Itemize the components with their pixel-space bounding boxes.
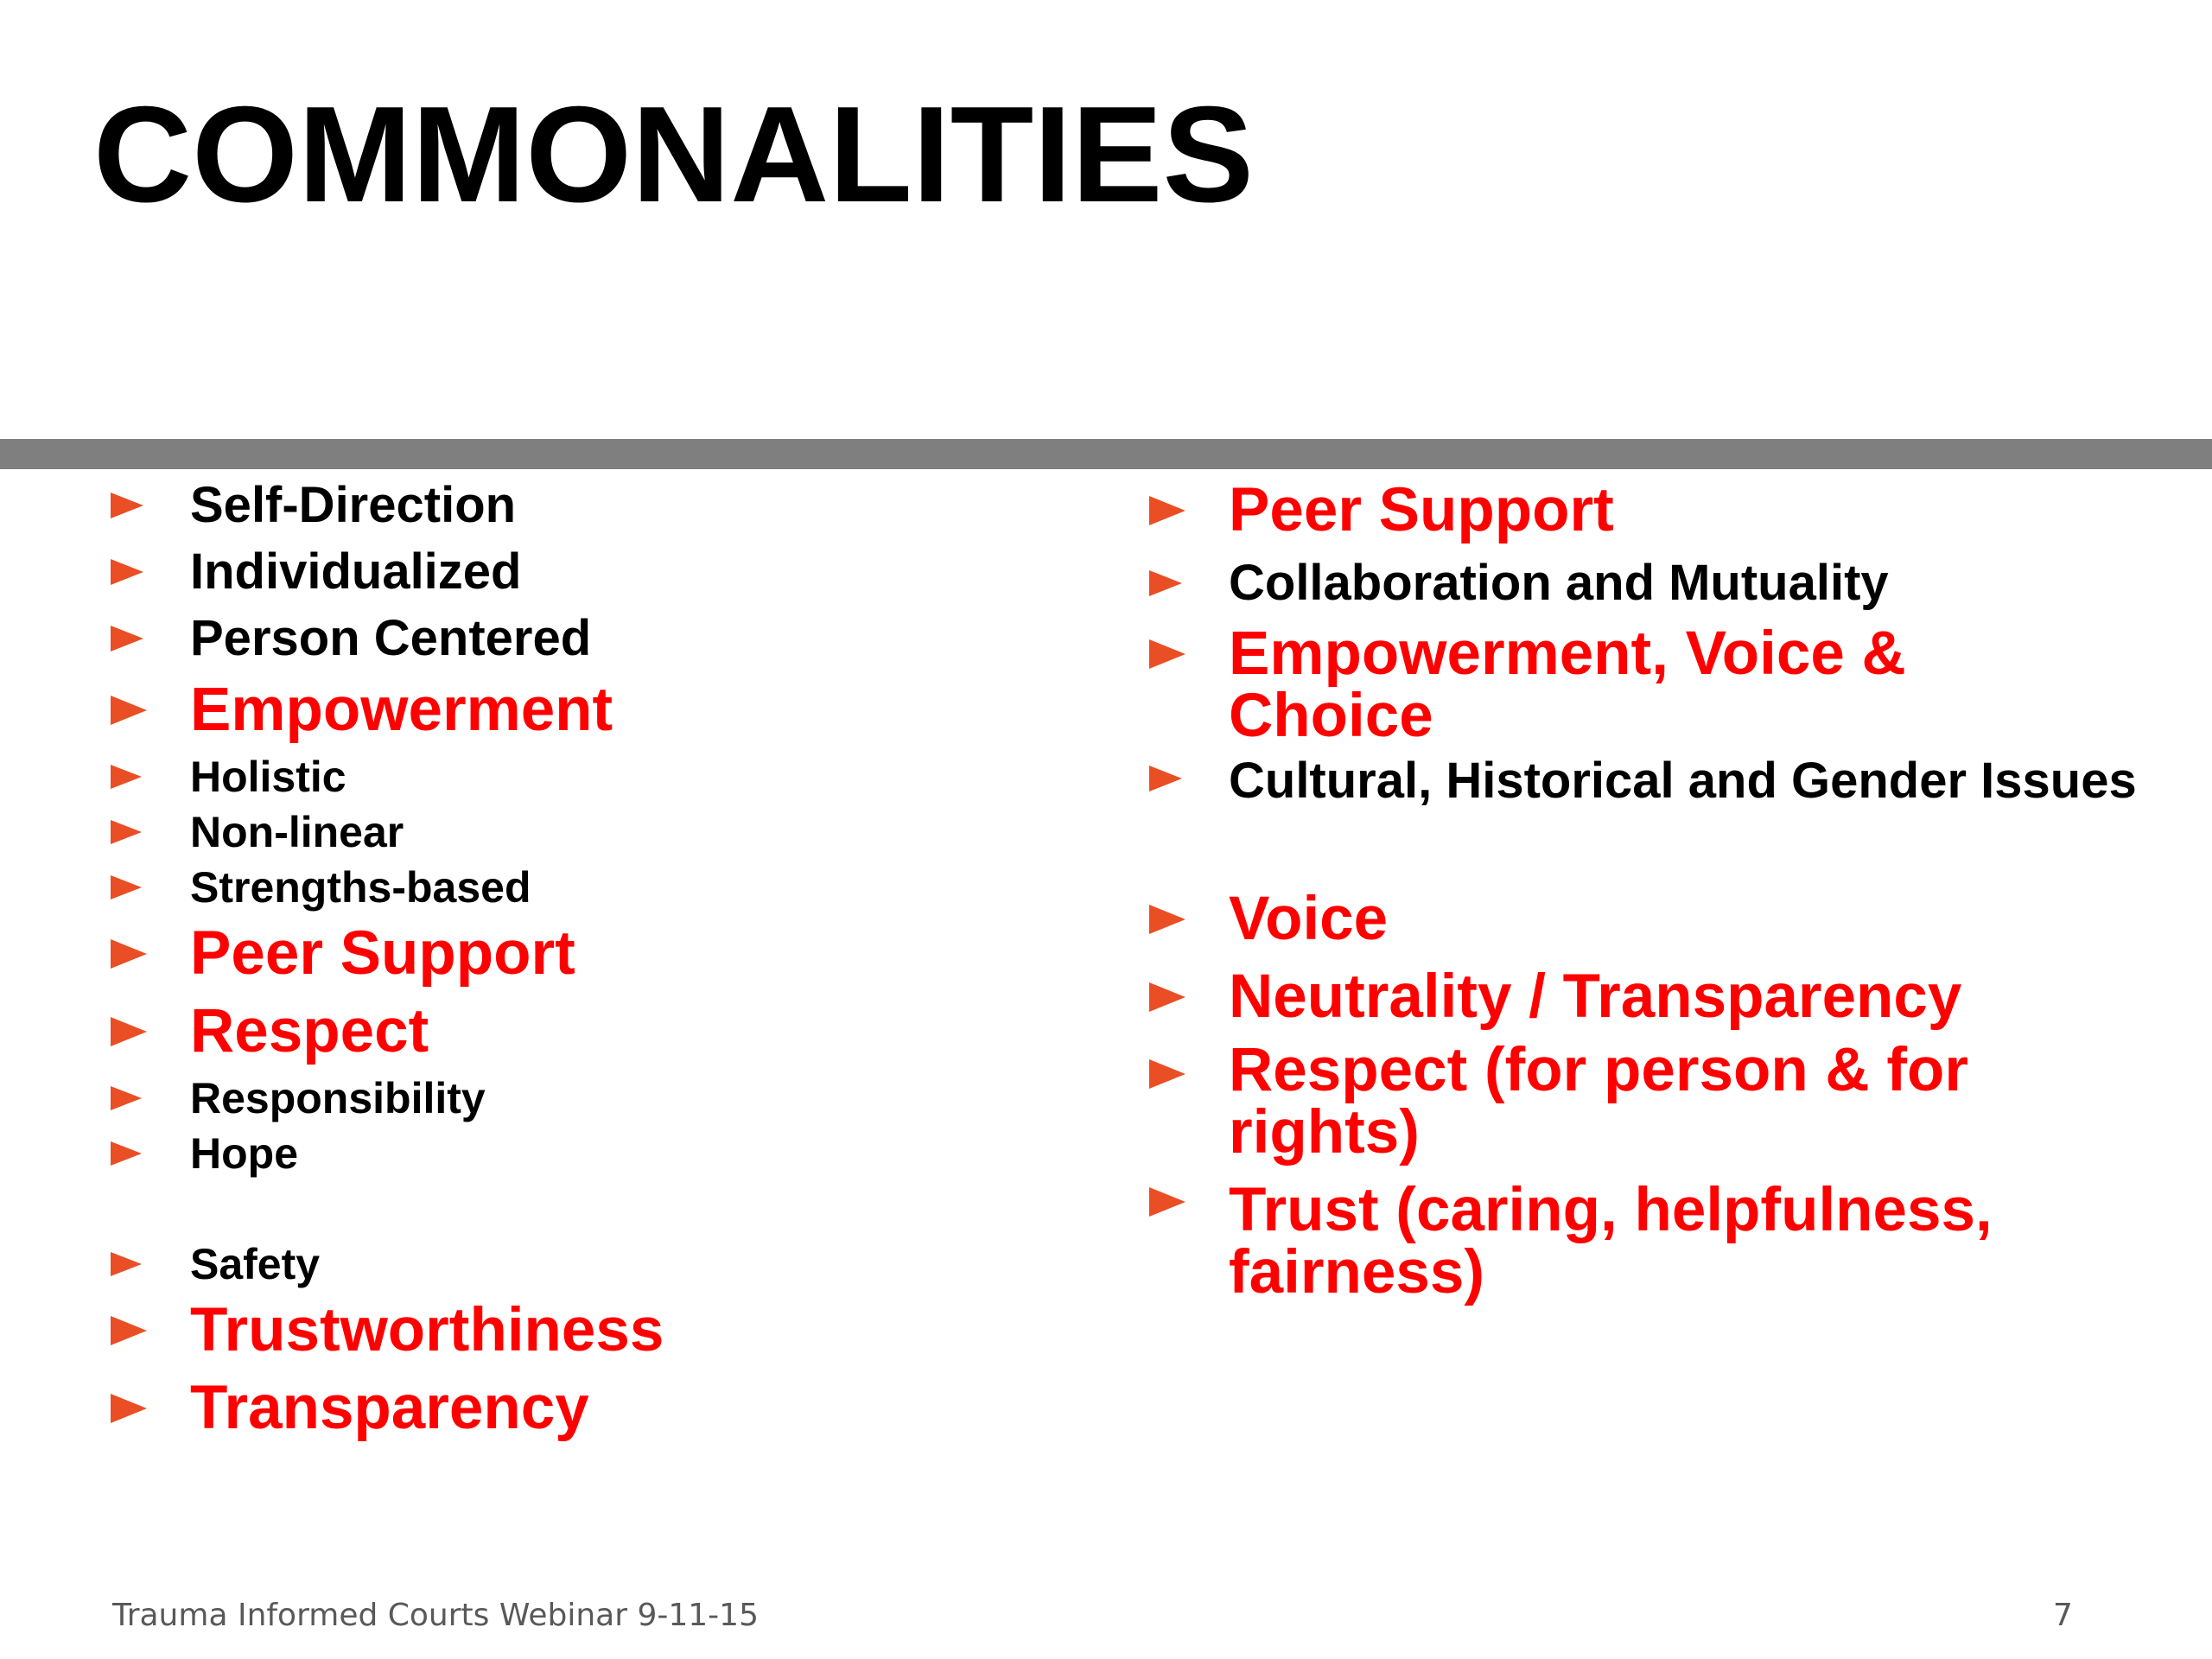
list-item	[1149, 880, 2117, 958]
triangle-bullet-icon	[111, 559, 143, 585]
bullet-text: Peer Support	[1229, 476, 1614, 544]
triangle-bullet-icon	[111, 1316, 147, 1345]
bullet-text: Empowerment, Voice & Choice	[1229, 620, 1906, 750]
bullet-text: Non-linear	[190, 808, 404, 856]
bullet-text: Individualized	[190, 543, 522, 600]
bullet-text: Respect (for person & for rights)	[1229, 1036, 1969, 1166]
triangle-bullet-icon	[111, 875, 142, 899]
list-item	[111, 1071, 975, 1126]
bullet-text: Trust (caring, helpfulness, fairness)	[1229, 1176, 1993, 1306]
triangle-bullet-icon	[111, 1394, 147, 1423]
list-item	[111, 915, 975, 993]
list-item	[1149, 958, 2117, 1036]
list-item	[1149, 616, 2006, 750]
bullet-text: Strengths-based	[190, 863, 531, 912]
bullet-text: Cultural, Historical and Gender Issues	[1229, 753, 2137, 809]
triangle-bullet-icon	[111, 939, 147, 969]
bullet-text: Respect	[190, 997, 429, 1065]
bullet-text: Collaboration and Mutuality	[1229, 555, 1889, 611]
bullet-text: Peer Support	[190, 919, 575, 988]
triangle-bullet-icon	[111, 765, 142, 789]
list-item	[1149, 747, 2179, 808]
bullet-text: Self-Direction	[190, 477, 517, 533]
triangle-bullet-icon	[111, 1141, 142, 1166]
triangle-bullet-icon	[1149, 639, 1185, 669]
right-bullet-list	[1149, 472, 2137, 1306]
page-number: 7	[2053, 1598, 2073, 1633]
bullet-text: Transparency	[190, 1374, 589, 1442]
list-item	[111, 1126, 975, 1181]
list-item	[1149, 1036, 2058, 1164]
bullet-text: Safety	[190, 1240, 321, 1288]
list-item	[111, 538, 975, 605]
triangle-bullet-icon	[111, 1252, 142, 1276]
list-item	[111, 1292, 975, 1370]
triangle-bullet-icon	[111, 820, 142, 844]
list-item	[1149, 550, 2117, 616]
bullet-text: Responsibility	[190, 1074, 486, 1122]
bullet-text: Trustworthiness	[190, 1296, 664, 1364]
bullet-text: Holistic	[190, 753, 346, 801]
triangle-bullet-icon	[111, 1086, 142, 1110]
title-divider	[0, 439, 2212, 469]
list-item	[1149, 1164, 2145, 1304]
list-item	[111, 860, 975, 915]
bullet-text: Neutrality / Transparency	[1229, 963, 1962, 1031]
footer-text: Trauma Informed Courts Webinar 9-11-15	[112, 1598, 759, 1633]
triangle-bullet-icon	[1149, 982, 1185, 1012]
bullet-text: Person Centered	[190, 610, 592, 666]
triangle-bullet-icon	[111, 493, 143, 518]
slide-title: COMMONALITIES	[93, 79, 1254, 231]
triangle-bullet-icon	[1149, 766, 1182, 791]
bullet-text: Hope	[190, 1129, 298, 1178]
list-item	[111, 804, 975, 860]
triangle-bullet-icon	[1149, 1059, 1185, 1089]
triangle-bullet-icon	[111, 626, 143, 652]
bullet-text: Empowerment	[190, 676, 613, 744]
list-item	[111, 671, 975, 749]
list-item	[111, 1370, 975, 1447]
list-item	[111, 1236, 975, 1292]
list-item	[111, 605, 975, 671]
list-item	[111, 993, 975, 1071]
triangle-bullet-icon	[1149, 496, 1185, 525]
left-bullet-list	[111, 472, 975, 1447]
triangle-bullet-icon	[1149, 1187, 1185, 1217]
triangle-bullet-icon	[111, 1017, 147, 1046]
list-item	[111, 472, 975, 538]
list-item	[111, 749, 975, 804]
list-item	[1149, 472, 2117, 550]
triangle-bullet-icon	[1149, 570, 1182, 596]
triangle-bullet-icon	[111, 696, 147, 725]
bullet-text: Voice	[1229, 885, 1389, 953]
triangle-bullet-icon	[1149, 905, 1185, 934]
